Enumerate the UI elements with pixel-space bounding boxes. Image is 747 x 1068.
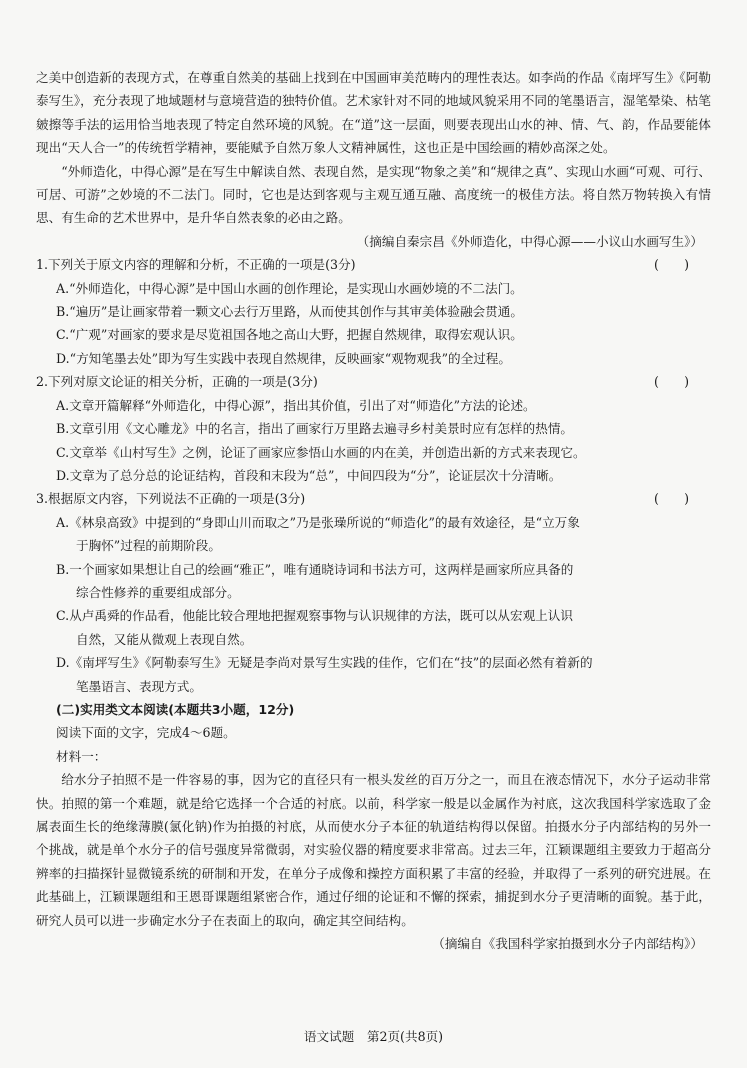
passage-paragraph-2: “外师造化，中得心源”是在写生中解读自然、表现自然，是实现“物象之美”和“规律之真”、实现山水画“可观、可行、可居、可游”之妙境的不二法门。同时，它也是达到客观与主观互通互融、高度统一的极佳方法。将自然万物转换入有情思、有生命的艺术世界中，是升华自然表象的必由之路。 xyxy=(36,163,711,226)
option-a: A.《林泉高致》中提到的“身即山川而取之”乃是张璪所说的“师造化”的最有效途径，是“立万象 xyxy=(56,514,580,530)
material-label: 材料一： xyxy=(56,748,107,764)
section-instruction: 阅读下面的文字，完成4～6题。 xyxy=(56,725,236,741)
option-a: A.“外师造化，中得心源”是中国山水画的创作理论，是实现山水画妙境的不二法门。 xyxy=(56,280,523,296)
option-c: C.从卢禹舜的作品看，他能比较合理地把握观察事物与认识规律的方法，既可以从宏观上认识 xyxy=(56,608,573,624)
question-2-stem: 2.下列对原文论证的相关分析，正确的一项是(3分) xyxy=(36,374,318,390)
material-paragraph: 给水分子拍照不是一件容易的事，因为它的直径只有一根头发丝的百万分之一，而且在液态情况下，水分子运动非常快。拍照的第一个难题，就是给它选择一个合适的衬底。以前，科学家一般是以金属作为衬底，这次我国科学家选取了金属表面生长的绝缘薄膜(氯化钠)作为拍摄的衬底，从而使水分子本征的轨道结构得以保留。拍摄水分子内部结构的另外一个挑战，就是单个水分子的信号强度异常微弱，对实验仪器的精度要求非常高。过去三年，江颖课题组主要致力于超高分辨率的扫描探针显微镜系统的研制和开发，在单分子成像和操控方面积累了丰富的经验，并取得了一系列的研究进展。在此基础上，江颖课题组和王恩哥课题组紧密合作，通过仔细的论证和不懈的探索，捕捉到水分子更清晰的面貌。基于此，研究人员可以进一步确定水分子在表面上的取向，确定其空间结构。 xyxy=(36,772,711,928)
question-3-stem: 3.根据原文内容，下列说法不正确的一项是(3分) xyxy=(36,491,306,507)
option-d: D.《南坪写生》《阿勒泰写生》无疑是李尚对景写生实践的佳作，它们在“技”的层面必然有着新的 xyxy=(56,655,593,671)
material-source: （摘编自《我国科学家拍摄到水分子内部结构》） xyxy=(432,936,703,952)
option-a: A.文章开篇解释“外师造化，中得心源”，指出其价值，引出了对“师造化”方法的论述。 xyxy=(56,397,536,413)
answer-parentheses: ( ) xyxy=(653,491,689,507)
option-b: B.“遍历”是让画家带着一颗文心去行万里路，从而使其创作与其审美体验融会贯通。 xyxy=(56,304,523,320)
question-2 xyxy=(36,370,711,487)
option-b: B.一个画家如果想让自己的绘画“雅正”，唯有通晓诗词和书法方可，这两样是画家所应具备的 xyxy=(56,561,574,577)
option-d-continuation: 笔墨语言、表现方式。 xyxy=(76,678,202,694)
question-3 xyxy=(36,487,711,698)
option-d: D.文章为了总分总的论证结构，首段和末段为“总”，中间四段为“分”，论证层次十分清晰。 xyxy=(56,467,562,483)
answer-parentheses: ( ) xyxy=(653,374,689,390)
option-d: D.“方知笔墨去处”即为写生实践中表现自然规律，反映画家“观物观我”的全过程。 xyxy=(56,350,511,366)
section-practical-reading xyxy=(36,698,711,955)
passage-source: （摘编自秦宗昌《外师造化，中得心源——小议山水画写生》） xyxy=(356,233,703,249)
section-heading: (二)实用类文本阅读(本题共3小题，12分) xyxy=(56,701,295,717)
answer-parentheses: ( ) xyxy=(653,257,689,273)
option-b-continuation: 综合性修养的重要组成部分。 xyxy=(76,584,240,600)
option-a-continuation: 于胸怀”过程的前期阶段。 xyxy=(76,538,221,554)
option-c-continuation: 自然，又能从微观上表现自然。 xyxy=(76,631,253,647)
passage-paragraph-1: 之美中创造新的表现方式，在尊重自然美的基础上找到在中国画审美范畴内的理性表达。如李尚的作品《南坪写生》《阿勒泰写生》，充分表现了地域题材与意境营造的独特价值。艺术家针对不同的地域风貌采用不同的笔墨语言，湿笔晕染、枯笔皴擦等手法的运用恰当地表现了特定自然环境的风貌。在“道”这一层面，则要表现出山水的神、情、气、韵，作品要能体现出“天人合一”的传统哲学精神，要能赋予自然万象人文精神属性，这也正是中国绘画的精妙高深之处。 xyxy=(36,70,711,156)
option-b: B.文章引用《文心雕龙》中的名言，指出了画家行万里路去遍寻乡村美景时应有怎样的热情。 xyxy=(56,421,574,437)
question-1 xyxy=(36,253,711,370)
question-1-stem: 1.下列关于原文内容的理解和分析，不正确的一项是(3分) xyxy=(36,257,356,273)
option-c: C.“广观”对画家的要求是尽览祖国各地之高山大野，把握自然规律，取得宏观认识。 xyxy=(56,327,523,343)
option-c: C.文章举《山村写生》之例，论证了画家应参悟山水画的内在美，并创造出新的方式来表现它。 xyxy=(56,444,586,460)
page-footer: 语文试题 第2页(共8页) xyxy=(303,1029,444,1044)
